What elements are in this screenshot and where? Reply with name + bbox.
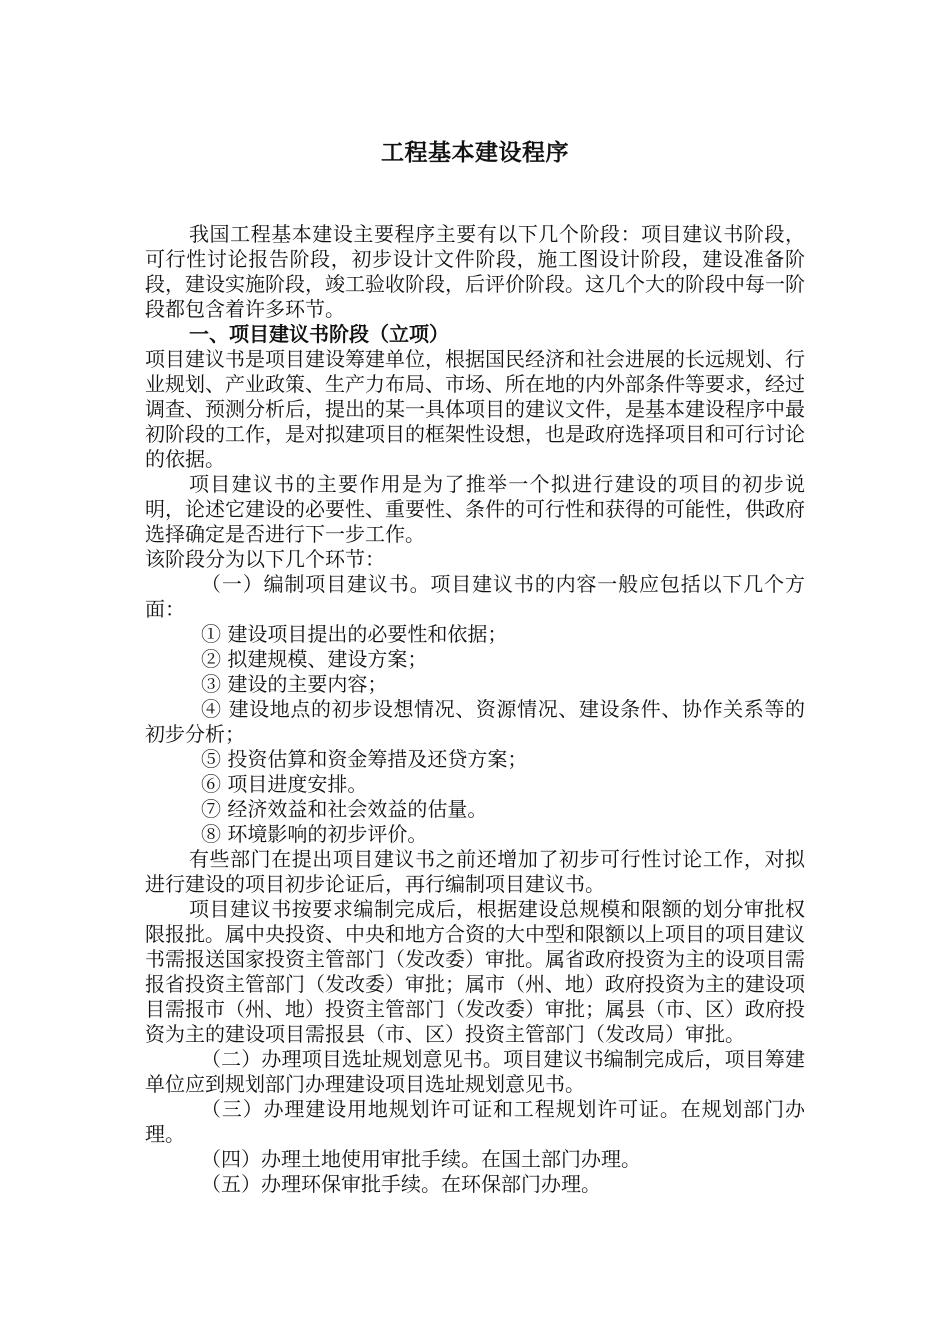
- list-item: ④ 建设地点的初步设想情况、资源情况、建设条件、协作关系等的初步分析；: [145, 697, 805, 746]
- body-paragraph: 项目建议书的主要作用是为了推举一个拟进行建设的项目的初步说明，论述它建设的必要性、重要性、条件的可行性和获得的可能性，供政府选择确定是否进行下一步工作。: [145, 472, 805, 546]
- body-paragraph: 项目建议书按要求编制完成后，根据建设总规模和限额的划分审批权限报批。属中央投资、中央和地方合资的大中型和限额以上项目的项目建议书需报送国家投资主管部门（发改委）审批。属省政府投资为主的设项目需报省投资主管部门（发改委）审批；属市（州、地）政府投资为主的建设项目需报市（州、地）投资主管部门（发改委）审批；属县（市、区）政府投资为主的建设项目需报县（市、区）投资主管部门（发改局）审批。: [145, 897, 805, 1046]
- list-item: ③ 建设的主要内容；: [201, 672, 388, 696]
- step-paragraph: （五）办理环保审批手续。在环保部门办理。: [201, 1172, 601, 1196]
- body-paragraph: 有些部门在提出项目建议书之前还增加了初步可行性讨论工作，对拟进行建设的项目初步论证后，再行编制项目建议书。: [145, 847, 805, 896]
- step-paragraph: （三）办理建设用地规划许可证和工程规划许可证。在规划部门办理。: [145, 1097, 805, 1146]
- body-paragraph: 该阶段分为以下几个环节：: [145, 547, 385, 571]
- list-item: ⑧ 环境影响的初步评价。: [201, 822, 428, 846]
- list-item: ⑤ 投资估算和资金筹措及还贷方案；: [201, 747, 528, 771]
- document-title: 工程基本建设程序: [381, 139, 569, 166]
- list-item: ② 拟建规模、建设方案；: [201, 647, 428, 671]
- body-paragraph: 项目建议书是项目建设筹建单位，根据国民经济和社会进展的长远规划、行业规划、产业政策、生产力布局、市场、所在地的内外部条件等要求，经过调查、预测分析后，提出的某一具体项目的建议文件，是基本建设程序中最初阶段的工作，是对拟建项目的框架性设想，也是政府选择项目和可行讨论的依据。: [145, 347, 805, 471]
- step-paragraph: （一）编制项目建议书。项目建议书的内容一般应包括以下几个方面：: [145, 572, 805, 621]
- intro-paragraph: 我国工程基本建设主要程序主要有以下几个阶段：项目建议书阶段，可行性讨论报告阶段，初步设计文件阶段，施工图设计阶段，建设准备阶段，建设实施阶段，竣工验收阶段，后评价阶段。这几个大的阶段中每一阶段都包含着许多环节。: [145, 222, 805, 321]
- list-item: ⑦ 经济效益和社会效益的估量。: [201, 797, 488, 821]
- step-paragraph: （二）办理项目选址规划意见书。项目建议书编制完成后，项目筹建单位应到规划部门办理建设项目选址规划意见书。: [145, 1047, 805, 1096]
- step-paragraph: （四）办理土地使用审批手续。在国土部门办理。: [201, 1147, 641, 1171]
- list-item: ⑥ 项目进度安排。: [201, 772, 368, 796]
- list-item: ① 建设项目提出的必要性和依据；: [201, 622, 508, 646]
- section-heading: 一、项目建议书阶段（立项）: [189, 322, 449, 346]
- document-body: [145, 222, 805, 1197]
